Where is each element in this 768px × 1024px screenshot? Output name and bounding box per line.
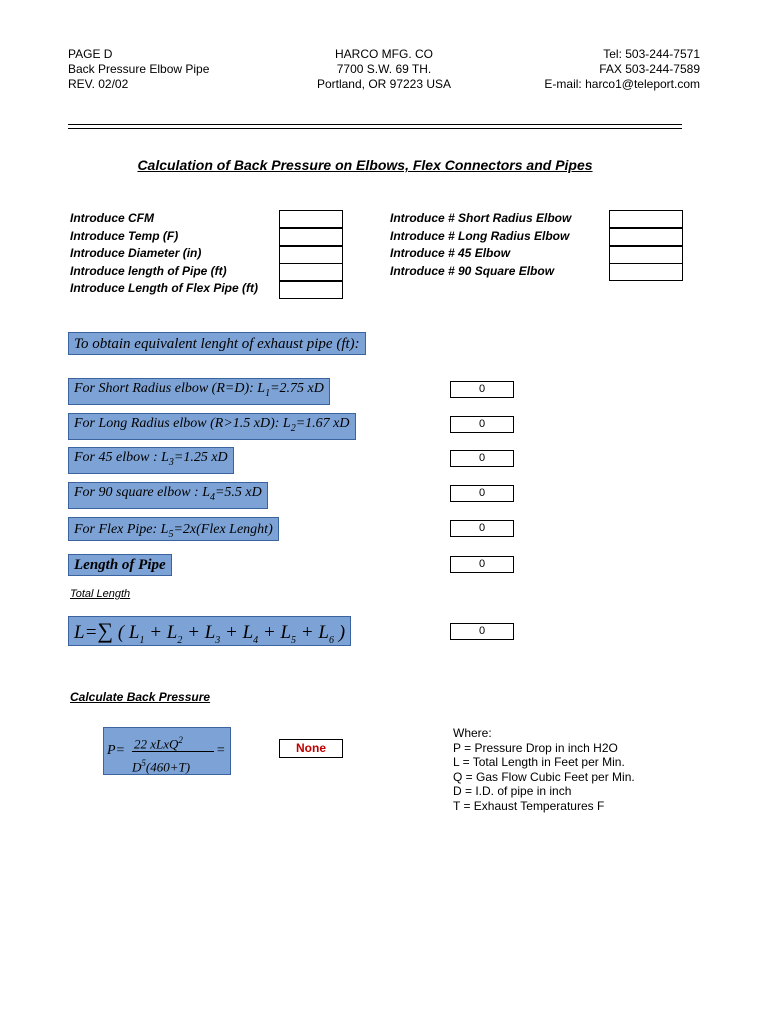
short-radius-formula: For Short Radius elbow (R=D): $L_1=2.75$ xD bbox=[68, 378, 330, 405]
pipe-length-label: Introduce length of Pipe (ft) bbox=[70, 264, 227, 278]
temp-input[interactable] bbox=[279, 228, 343, 246]
long-radius-formula: For Long Radius elbow (R>1.5 xD): $L_2=1.67$ xD bbox=[68, 413, 356, 440]
flex-pipe-result: 0 bbox=[450, 520, 514, 537]
flex-pipe-formula: For Flex Pipe: $L_5=2x(Flex$ Lenght) bbox=[68, 517, 279, 541]
document-name: Back Pressure Elbow Pipe bbox=[68, 62, 210, 76]
square-90-label: Introduce # 90 Square Elbow bbox=[390, 264, 555, 278]
divider-top bbox=[68, 124, 682, 125]
short-radius-result: 0 bbox=[450, 381, 514, 398]
header-left bbox=[68, 47, 209, 92]
short-radius-label: Introduce # Short Radius Elbow bbox=[390, 211, 572, 225]
page-title: Calculation of Back Pressure on Elbows, Flex Connectors and Pipes bbox=[137, 157, 593, 173]
elbow-45-label: Introduce # 45 Elbow bbox=[390, 246, 511, 260]
square-90-input[interactable] bbox=[609, 263, 683, 281]
page-label: PAGE D bbox=[68, 47, 113, 61]
back-pressure-result: None bbox=[279, 739, 343, 758]
back-pressure-formula bbox=[103, 727, 231, 775]
where-p: P = Pressure Drop in inch H2O bbox=[453, 740, 618, 755]
pipe-length-input[interactable] bbox=[279, 263, 343, 281]
header-right bbox=[544, 47, 700, 92]
formula-equals: = bbox=[216, 743, 226, 758]
flex-length-label: Introduce Length of Flex Pipe (ft) bbox=[70, 281, 258, 295]
divider-bottom bbox=[68, 128, 682, 129]
square-90-result: 0 bbox=[450, 485, 514, 502]
long-radius-label: Introduce # Long Radius Elbow bbox=[390, 229, 570, 243]
formula-numerator: 22 xLxQ$^2$ bbox=[134, 735, 183, 752]
company-name: HARCO MFG. CO bbox=[335, 47, 433, 61]
total-length-formula: L=∑ ( $L_1 + L_2 + L_3 + L_4 + L_5 + L_6$ ) bbox=[68, 616, 351, 646]
cfm-input[interactable] bbox=[279, 210, 343, 228]
diameter-label: Introduce Diameter (in) bbox=[70, 246, 202, 260]
where-l: L = Total Length in Feet per Min. bbox=[453, 755, 625, 769]
total-length-label: Total Length bbox=[70, 588, 131, 600]
diameter-input[interactable] bbox=[279, 246, 343, 264]
elbow-45-input[interactable] bbox=[609, 246, 683, 264]
where-t: T = Exhaust Temperatures F bbox=[453, 798, 605, 813]
email: E-mail: harco1@teleport.com bbox=[544, 77, 700, 91]
elbow-45-result: 0 bbox=[450, 450, 514, 467]
flex-length-input[interactable] bbox=[279, 281, 343, 299]
cfm-label: Introduce CFM bbox=[70, 211, 154, 225]
elbow-45-formula: For 45 elbow : $L_3=1.25$ xD bbox=[68, 447, 234, 474]
long-radius-input[interactable] bbox=[609, 228, 683, 246]
where-d: D = I.D. of pipe in inch bbox=[453, 784, 572, 798]
company-street: 7700 S.W. 69 TH. bbox=[336, 62, 432, 76]
total-length-result: 0 bbox=[450, 623, 514, 640]
where-legend bbox=[453, 726, 635, 813]
fax: FAX 503-244-7589 bbox=[599, 62, 700, 76]
where-title: Where: bbox=[453, 726, 492, 740]
where-q: Q = Gas Flow Cubic Feet per Min. bbox=[453, 769, 635, 784]
length-of-pipe-result: 0 bbox=[450, 556, 514, 573]
phone: Tel: 503-244-7571 bbox=[603, 47, 700, 61]
formula-lhs: P= bbox=[107, 743, 125, 758]
calculate-back-pressure-label: Calculate Back Pressure bbox=[70, 690, 211, 704]
formula-denominator: $D^5(460+T)$ bbox=[132, 758, 191, 775]
short-radius-input[interactable] bbox=[609, 210, 683, 228]
long-radius-result: 0 bbox=[450, 416, 514, 433]
fraction-bar bbox=[132, 751, 214, 752]
header-center bbox=[300, 47, 468, 92]
revision: REV. 02/02 bbox=[68, 77, 129, 91]
length-of-pipe-label: Length of Pipe bbox=[68, 554, 172, 576]
company-city: Portland, OR 97223 USA bbox=[316, 77, 452, 91]
equivalent-length-heading: To obtain equivalent lenght of exhaust pipe (ft): bbox=[68, 332, 366, 355]
temp-label: Introduce Temp (F) bbox=[70, 229, 179, 243]
square-90-formula: For 90 square elbow : $L_4=5.5$ xD bbox=[68, 482, 268, 509]
